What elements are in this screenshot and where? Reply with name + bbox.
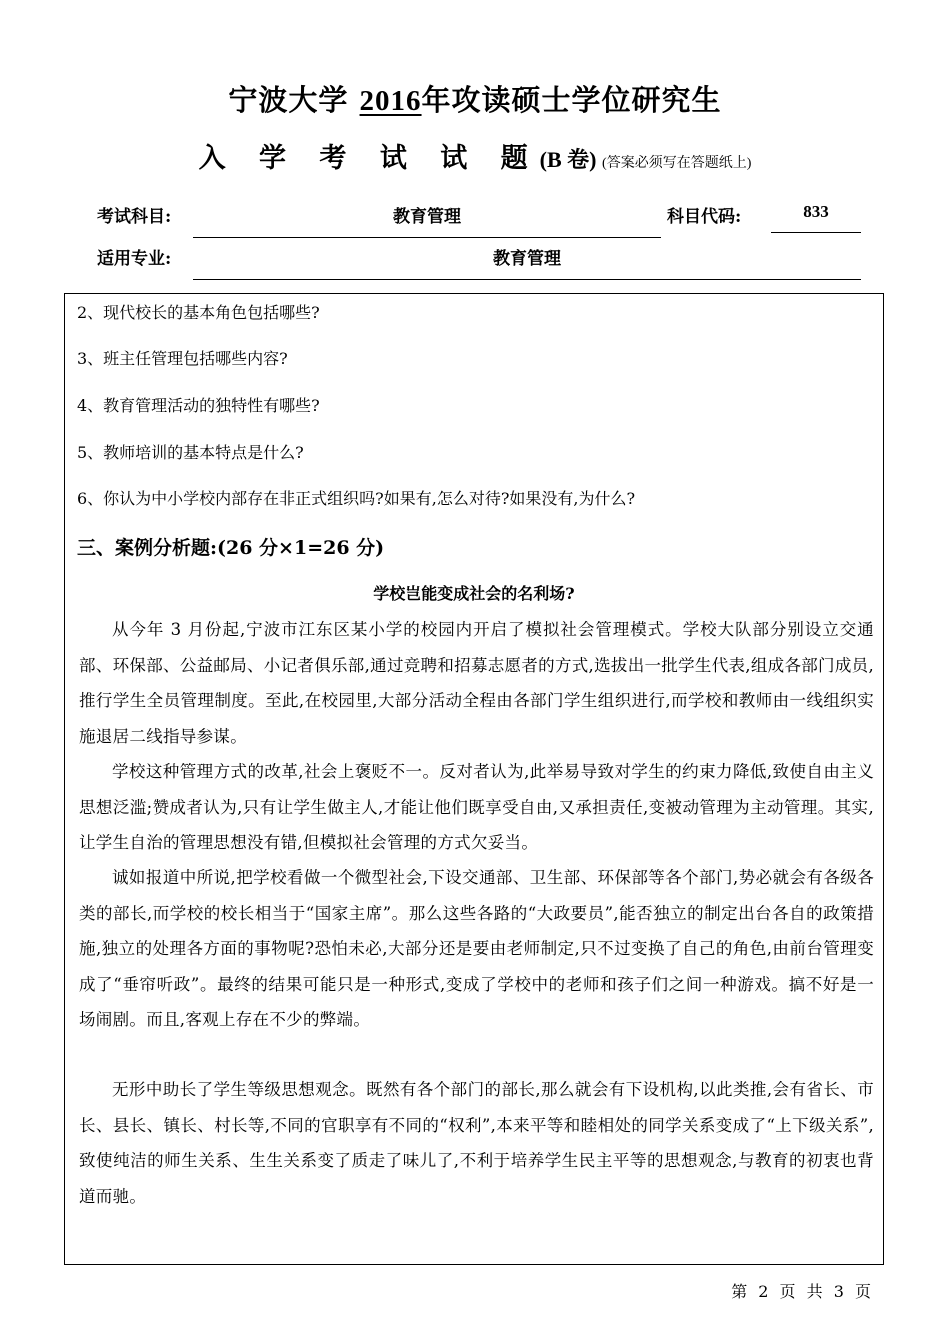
case-paragraph-1: 从今年 3 月份起,宁波市江东区某小学的校园内开启了模拟社会管理模式。学校大队部分别设立交通部、环保部、公益邮局、小记者俱乐部,通过竞聘和招募志愿者的方式,选拔出一批学生代表,组成各部门成员,推行学生全员管理制度。至此,在校园里,大部分活动全程由各部门学生组织进行,而学校和教师由一线组织实施退居二线指导参谋。 bbox=[79, 620, 874, 746]
case-paragraph-2: 学校这种管理方式的改革,社会上褒贬不一。反对者认为,此举易导致对学生的约束力降低,致使自由主义思想泛滥;赞成者认为,只有让学生做主人,才能让他们既享受自由,又承担责任,变被动管理为主动管理。其实,让学生自治的管理思想没有错,但模拟社会管理的方式欠妥当。 bbox=[79, 762, 874, 853]
major-value: 教育管理 bbox=[193, 244, 861, 280]
question-5: 5、教师培训的基本特点是什么? bbox=[77, 443, 304, 462]
title-suffix: 年攻读硕士学位研究生 bbox=[421, 83, 722, 117]
question-4: 4、教育管理活动的独特性有哪些? bbox=[77, 396, 320, 415]
title-year: 2016 bbox=[359, 85, 422, 117]
subject-value: 教育管理 bbox=[193, 202, 661, 238]
question-6: 6、你认为中小学校内部存在非正式组织吗?如果有,怎么对待?如果没有,为什么? bbox=[77, 489, 636, 508]
exam-title-line1 bbox=[0, 78, 950, 119]
answer-note: (答案必须写在答题纸上) bbox=[602, 156, 752, 171]
case-paragraph-3: 诚如报道中所说,把学校看做一个微型社会,下设交通部、卫生部、环保部等各个部门,势必就会有各级各类的部长,而学校的校长相当于“国家主席”。那么这些各路的“大政要员”,能否独立的制定出台各自的政策措施,独立的处理各方面的事物呢?恐怕未必,大部分还是要由老师制定,只不过变换了自己的角色,由前台管理变成了“垂帘听政”。最终的结果可能只是一种形式,变成了学校中的老师和孩子们之间一种游戏。搞不好是一场闹剧。而且,客观上存在不少的弊端。 bbox=[79, 868, 874, 1030]
title-prefix: 宁波大学 bbox=[228, 83, 349, 117]
case-paragraph-4: 无形中助长了学生等级思想观念。既然有各个部门的部长,那么就会有下设机构,以此类推,会有省长、市长、县长、镇长、村长等,不同的官职享有不同的“权利”,本来平等和睦相处的同学关系变成了“上下级关系”,致使纯洁的师生关系、生生关系变了质走了味儿了,不利于培养学生民主平等的思想观念,与教育的初衷也背道而驰。 bbox=[79, 1080, 874, 1206]
paper-version: (B 卷) bbox=[539, 147, 597, 172]
code-label: 科目代码: bbox=[667, 207, 742, 227]
case-title: 学校岂能变成社会的名利场? bbox=[373, 584, 575, 603]
subject-label: 考试科目: bbox=[97, 207, 172, 227]
code-value: 833 bbox=[771, 202, 861, 233]
page-number: 第 2 页 共 3 页 bbox=[731, 1282, 874, 1301]
exam-title-line2 bbox=[0, 136, 950, 175]
section-3-heading: 三、案例分析题:(26 分×1=26 分) bbox=[77, 537, 385, 559]
exam-title: 入 学 考 试 试 题 bbox=[198, 143, 540, 174]
question-2: 2、现代校长的基本角色包括哪些? bbox=[77, 303, 320, 322]
major-label: 适用专业: bbox=[97, 249, 172, 269]
question-3: 3、班主任管理包括哪些内容? bbox=[77, 349, 288, 368]
